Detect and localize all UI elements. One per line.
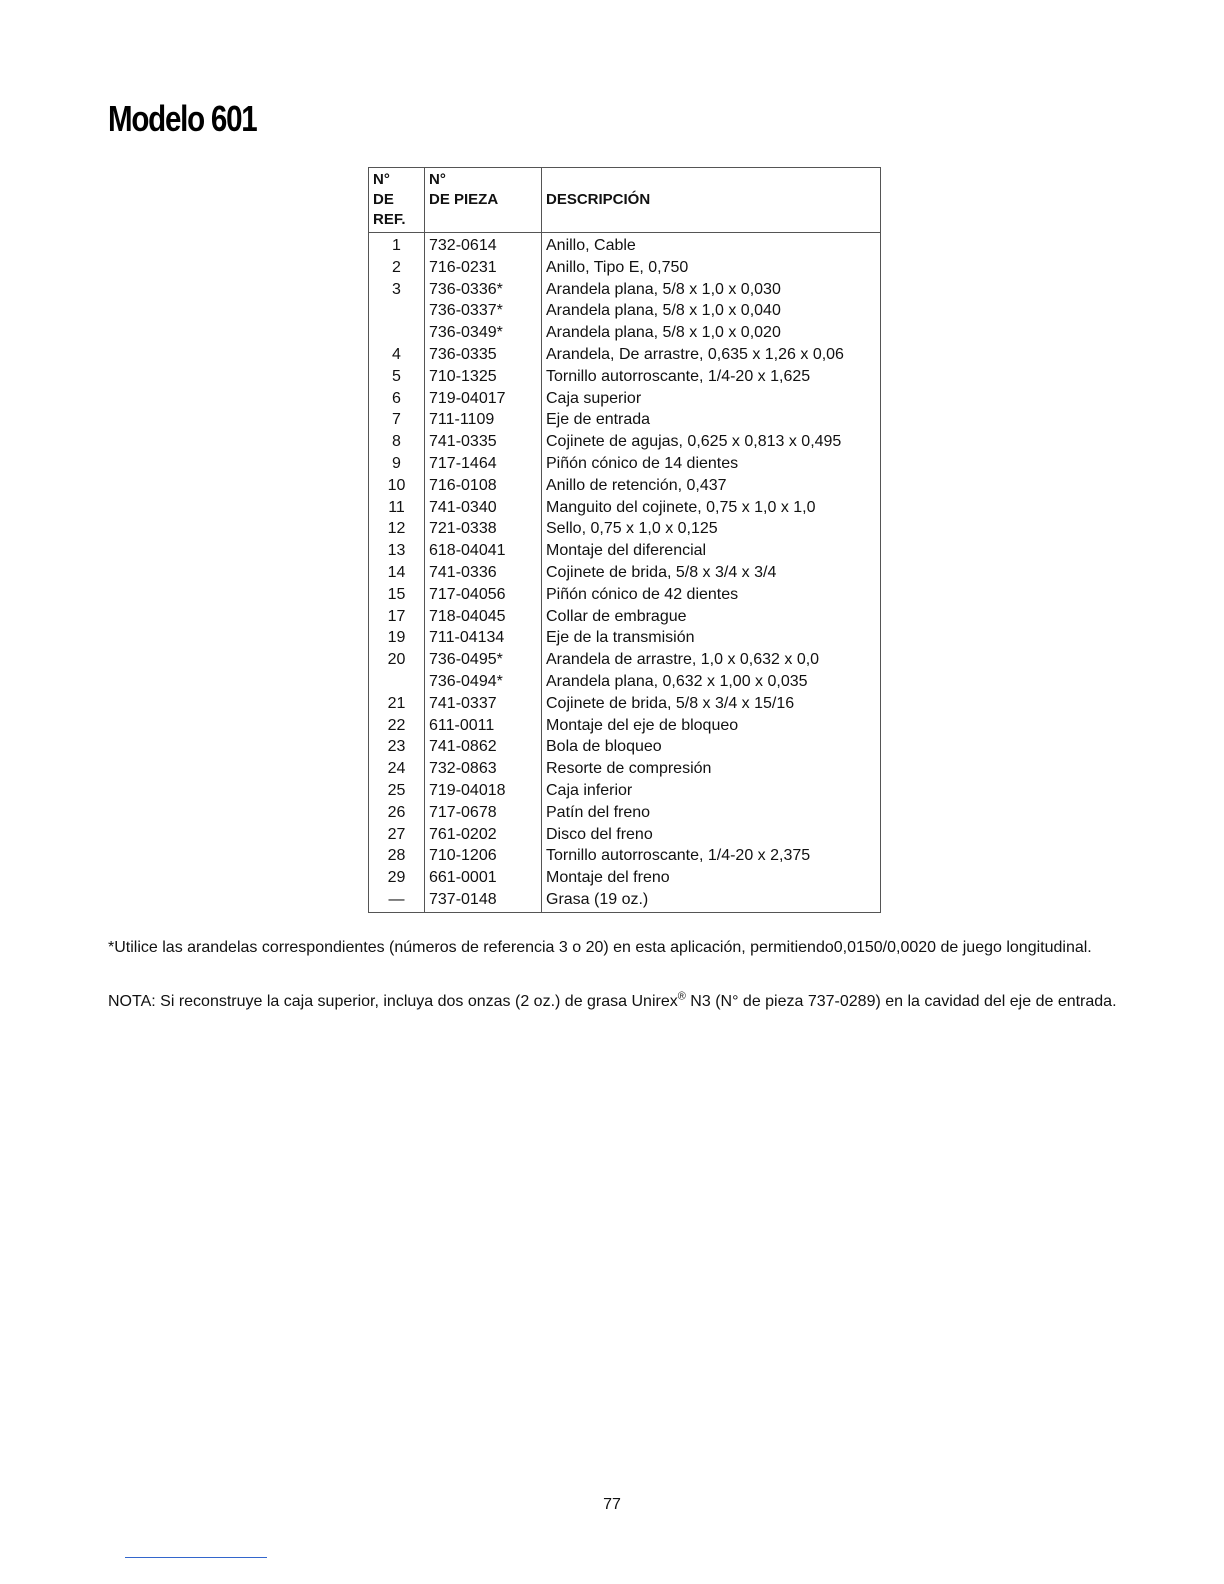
- part-number-cell: 717-04056: [425, 584, 542, 606]
- part-number-cell: 736-0337*: [425, 300, 542, 322]
- part-number-cell: 741-0862: [425, 736, 542, 758]
- table-row: [369, 562, 881, 584]
- description-cell: Tornillo autorroscante, 1/4-20 x 2,375: [542, 845, 881, 867]
- description-cell: Grasa (19 oz.): [542, 889, 881, 912]
- table-row: [369, 606, 881, 628]
- ref-number-cell: [369, 300, 425, 322]
- ref-number-cell: 24: [387, 760, 406, 778]
- parts-table: [368, 167, 881, 913]
- table-row: [369, 518, 881, 540]
- ref-number-cell: 11: [388, 498, 405, 516]
- table-header-row: [369, 168, 881, 233]
- ref-number-cell: 21: [387, 694, 406, 712]
- table-row: [369, 453, 881, 475]
- description-cell: Arandela, De arrastre, 0,635 x 1,26 x 0,06: [542, 344, 881, 366]
- description-cell: Caja inferior: [542, 780, 881, 802]
- part-number-cell: 736-0495*: [425, 649, 542, 671]
- ref-number-cell: 13: [387, 542, 406, 560]
- description-cell: Montaje del freno: [542, 867, 881, 889]
- table-row: [369, 824, 881, 846]
- part-number-cell: 717-1464: [425, 453, 542, 475]
- table-row: [369, 279, 881, 301]
- ref-number-cell: 12: [387, 520, 406, 538]
- header-description: DESCRIPCIÓN: [542, 168, 881, 233]
- part-number-cell: 618-04041: [425, 540, 542, 562]
- part-number-cell: 732-0863: [425, 758, 542, 780]
- part-number-cell: 741-0336: [425, 562, 542, 584]
- description-cell: Anillo, Cable: [542, 233, 881, 257]
- ref-number-cell: 27: [387, 825, 406, 843]
- ref-number-cell: —: [388, 890, 405, 908]
- part-number-cell: 716-0231: [425, 257, 542, 279]
- table-row: [369, 736, 881, 758]
- bottom-rule: [125, 1557, 267, 1558]
- ref-number-cell: 23: [387, 738, 406, 756]
- table-row: [369, 300, 881, 322]
- description-cell: Piñón cónico de 42 dientes: [542, 584, 881, 606]
- page-title: Modelo 601: [108, 98, 257, 139]
- description-cell: Disco del freno: [542, 824, 881, 846]
- description-cell: Piñón cónico de 14 dientes: [542, 453, 881, 475]
- part-number-cell: 741-0337: [425, 693, 542, 715]
- table-row: [369, 366, 881, 388]
- description-cell: Cojinete de agujas, 0,625 x 0,813 x 0,495: [542, 431, 881, 453]
- ref-number-cell: 5: [392, 367, 401, 385]
- table-row: [369, 409, 881, 431]
- ref-number-cell: [369, 671, 425, 693]
- ref-number-cell: [369, 322, 425, 344]
- description-cell: Sello, 0,75 x 1,0 x 0,125: [542, 518, 881, 540]
- description-cell: Collar de embrague: [542, 606, 881, 628]
- table-row: [369, 802, 881, 824]
- description-cell: Cojinete de brida, 5/8 x 3/4 x 3/4: [542, 562, 881, 584]
- description-cell: Patín del freno: [542, 802, 881, 824]
- ref-number-cell: 22: [387, 716, 406, 734]
- description-cell: Montaje del eje de bloqueo: [542, 715, 881, 737]
- table-row: [369, 497, 881, 519]
- ref-number-cell: 15: [387, 585, 406, 603]
- description-cell: Anillo, Tipo E, 0,750: [542, 257, 881, 279]
- ref-number-cell: 19: [387, 629, 406, 647]
- description-cell: Eje de la transmisión: [542, 627, 881, 649]
- ref-number-cell: 29: [387, 869, 406, 887]
- part-number-cell: 736-0494*: [425, 671, 542, 693]
- table-row: [369, 845, 881, 867]
- ref-number-cell: 25: [387, 781, 406, 799]
- part-number-cell: 737-0148: [425, 889, 542, 912]
- part-number-cell: 741-0340: [425, 497, 542, 519]
- note: [108, 991, 1148, 1013]
- part-number-cell: 611-0011: [425, 715, 542, 737]
- part-number-cell: 710-1325: [425, 366, 542, 388]
- part-number-cell: 718-04045: [425, 606, 542, 628]
- registered-mark: ®: [677, 990, 686, 1003]
- part-number-cell: 719-04018: [425, 780, 542, 802]
- part-number-cell: 741-0335: [425, 431, 542, 453]
- description-cell: Arandela plana, 5/8 x 1,0 x 0,020: [542, 322, 881, 344]
- table-row: [369, 344, 881, 366]
- ref-number-cell: 3: [392, 280, 401, 298]
- table-row: [369, 322, 881, 344]
- ref-number-cell: 10: [387, 476, 406, 494]
- part-number-cell: 710-1206: [425, 845, 542, 867]
- table-row: [369, 627, 881, 649]
- part-number-cell: 732-0614: [425, 233, 542, 257]
- page-number: 77: [603, 1496, 621, 1513]
- table-row: [369, 649, 881, 671]
- table-row: [369, 257, 881, 279]
- ref-number-cell: 9: [392, 454, 401, 472]
- description-cell: Arandela plana, 5/8 x 1,0 x 0,030: [542, 279, 881, 301]
- note-text: NOTA: Si reconstruye la caja superior, incluya dos onzas (2 oz.) de grasa Unirex: [108, 993, 678, 1010]
- table-row: [369, 758, 881, 780]
- ref-number-cell: 26: [387, 803, 406, 821]
- description-cell: Montaje del diferencial: [542, 540, 881, 562]
- table-row: [369, 671, 881, 693]
- table-row: [369, 715, 881, 737]
- table-row: [369, 584, 881, 606]
- ref-number-cell: 8: [392, 433, 401, 451]
- ref-number-cell: 28: [387, 847, 406, 865]
- ref-number-cell: 14: [387, 563, 406, 581]
- description-cell: Anillo de retención, 0,437: [542, 475, 881, 497]
- table-row: [369, 233, 881, 257]
- table-row: [369, 431, 881, 453]
- ref-number-cell: 1: [392, 237, 401, 254]
- part-number-cell: 721-0338: [425, 518, 542, 540]
- ref-number-cell: 6: [392, 389, 401, 407]
- description-cell: Tornillo autorroscante, 1/4-20 x 1,625: [542, 366, 881, 388]
- ref-number-cell: 7: [392, 411, 401, 429]
- table-row: [369, 475, 881, 497]
- description-cell: Resorte de compresión: [542, 758, 881, 780]
- table-row: [369, 867, 881, 889]
- footnote: *Utilice las arandelas correspondientes (números de referencia 3 o 20) en esta aplicación, permitiendo0,0150/0,0020 de juego longitudinal.: [108, 939, 1092, 956]
- description-cell: Cojinete de brida, 5/8 x 3/4 x 15/16: [542, 693, 881, 715]
- part-number-cell: 736-0349*: [425, 322, 542, 344]
- note-text-continued: N3 (N° de pieza 737-0289) en la cavidad del eje de entrada.: [685, 993, 1117, 1010]
- part-number-cell: 717-0678: [425, 802, 542, 824]
- description-cell: Caja superior: [542, 388, 881, 410]
- part-number-cell: 711-04134: [425, 627, 542, 649]
- part-number-cell: 716-0108: [425, 475, 542, 497]
- ref-number-cell: 20: [387, 651, 406, 669]
- description-cell: Manguito del cojinete, 0,75 x 1,0 x 1,0: [542, 497, 881, 519]
- header-part-number: N° DE PIEZA: [425, 168, 542, 233]
- table-row: [369, 540, 881, 562]
- description-cell: Arandela plana, 5/8 x 1,0 x 0,040: [542, 300, 881, 322]
- part-number-cell: 719-04017: [425, 388, 542, 410]
- description-cell: Bola de bloqueo: [542, 736, 881, 758]
- description-cell: Arandela plana, 0,632 x 1,00 x 0,035: [542, 671, 881, 693]
- part-number-cell: 736-0336*: [425, 279, 542, 301]
- header-ref-number: N° DE REF.: [369, 168, 425, 233]
- description-cell: Arandela de arrastre, 1,0 x 0,632 x 0,0: [542, 649, 881, 671]
- part-number-cell: 711-1109: [425, 409, 542, 431]
- table-row: [369, 889, 881, 912]
- ref-number-cell: 4: [392, 345, 401, 363]
- table-row: [369, 388, 881, 410]
- part-number-cell: 661-0001: [425, 867, 542, 889]
- table-row: [369, 693, 881, 715]
- parts-table-body: [369, 233, 881, 913]
- part-number-cell: 761-0202: [425, 824, 542, 846]
- ref-number-cell: 17: [387, 607, 406, 625]
- ref-number-cell: 2: [392, 258, 401, 276]
- table-row: [369, 780, 881, 802]
- part-number-cell: 736-0335: [425, 344, 542, 366]
- description-cell: Eje de entrada: [542, 409, 881, 431]
